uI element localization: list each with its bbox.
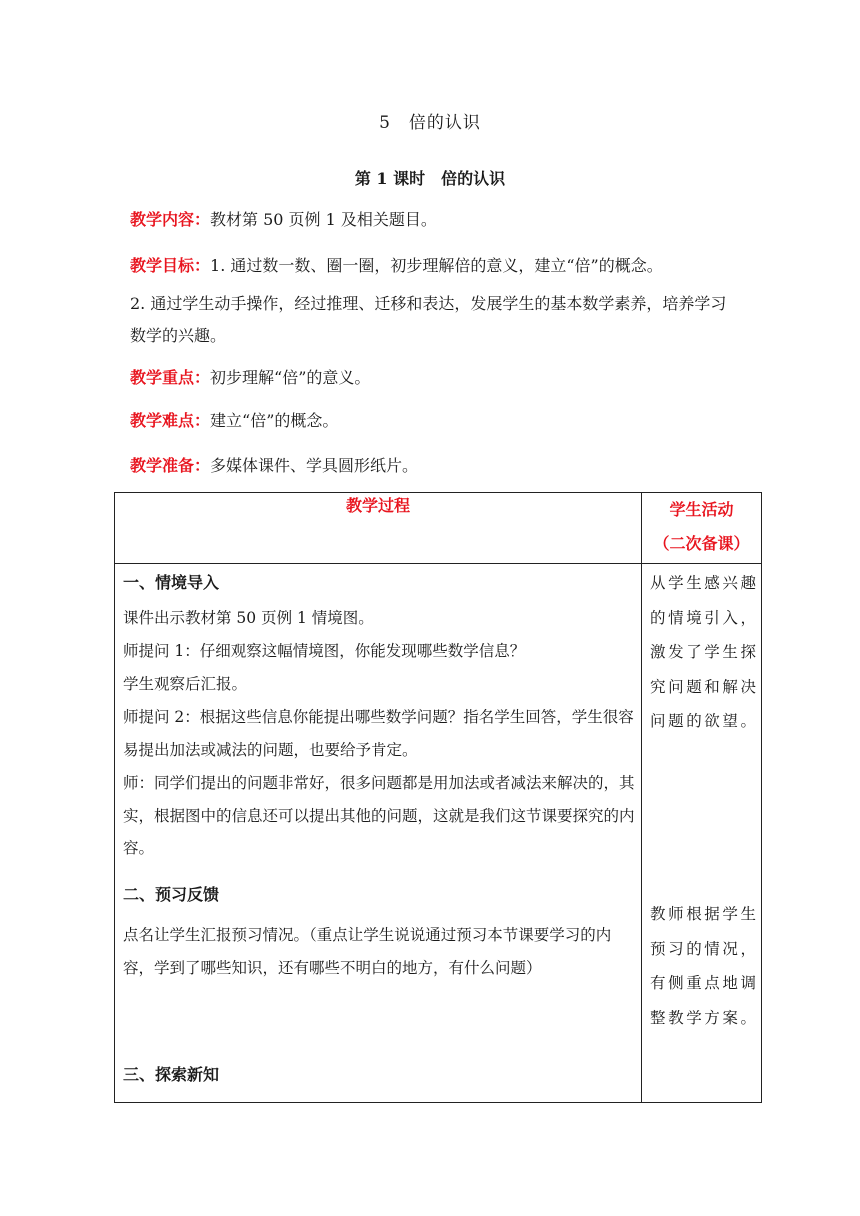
- process-cell: [115, 564, 642, 1103]
- header-process: 教学过程: [345, 496, 410, 515]
- paragraph: 师：同学们提出的问题非常好，很多问题都是用加法或者减法来解决的，其实，根据图中的信息还可以提出其他的问题，这就是我们这节课要探究的内容。: [123, 774, 635, 857]
- section-heading: 一、情境导入: [123, 573, 220, 592]
- header-activity: 学生活动: [669, 500, 734, 519]
- lesson-subtitle: 第 1 课时 倍的认识: [354, 169, 506, 188]
- teaching-key-label: 教学重点：: [130, 368, 211, 387]
- header-process-cell: [115, 493, 642, 564]
- paragraph: 学生观察后汇报。: [123, 675, 248, 693]
- unit-title: 5 倍的认识: [379, 113, 481, 133]
- paragraph: 师提问 1：仔细观察这幅情境图，你能发现哪些数学信息？: [123, 642, 526, 660]
- lesson-table: [114, 492, 762, 1103]
- teaching-goals-text-1: 1. 通过数一数、圈一圈，初步理解倍的意义，建立“倍”的概念。: [210, 256, 663, 275]
- activity-cell: [642, 564, 762, 1103]
- teaching-difficulty-text: 建立“倍”的概念。: [210, 411, 339, 430]
- teaching-content-text: 教材第 50 页例 1 及相关题目。: [210, 210, 437, 229]
- side-note: 从学生感兴趣的情境引入，激发了学生探究问题和解决问题的欲望。: [650, 574, 756, 730]
- teaching-goals-label: 教学目标：: [130, 256, 211, 275]
- teaching-goals: [130, 251, 750, 281]
- paragraph: 师提问 2：根据这些信息你能提出哪些数学问题？指名学生回答，学生很容易提出加法或减法的问题，也要给予肯定。: [123, 708, 634, 759]
- teaching-key-text: 初步理解“倍”的意义。: [210, 368, 371, 387]
- section-heading: 三、探索新知: [123, 1065, 220, 1084]
- teaching-prep-label: 教学准备：: [130, 456, 211, 475]
- side-note: 教师根据学生预习的情况，有侧重点地调整教学方案。: [650, 905, 756, 1027]
- paragraph: 点名让学生汇报预习情况。（重点让学生说说通过预习本节课要学习的内容，学到了哪些知识，还有哪些不明白的地方，有什么问题）: [123, 926, 612, 977]
- teaching-prep-text: 多媒体课件、学具圆形纸片。: [210, 456, 419, 475]
- header-activity-cell: [642, 493, 762, 564]
- teaching-content-label: 教学内容：: [130, 210, 211, 229]
- section-heading: 二、预习反馈: [123, 885, 220, 904]
- teaching-difficulty: [130, 406, 750, 436]
- header-second-prep: （二次备课）: [653, 534, 750, 553]
- teaching-goals-text-2: 2. 通过学生动手操作，经过推理、迁移和表达，发展学生的基本数学素养，培养学习数学的兴趣。: [130, 294, 727, 345]
- table-body-row: [115, 564, 762, 1103]
- teaching-content: [130, 205, 750, 235]
- teaching-difficulty-label: 教学难点：: [130, 411, 211, 430]
- teaching-key: [130, 363, 750, 393]
- table-header-row: [115, 493, 762, 564]
- paragraph: 课件出示教材第 50 页例 1 情境图。: [123, 609, 374, 627]
- teaching-prep: [130, 451, 750, 481]
